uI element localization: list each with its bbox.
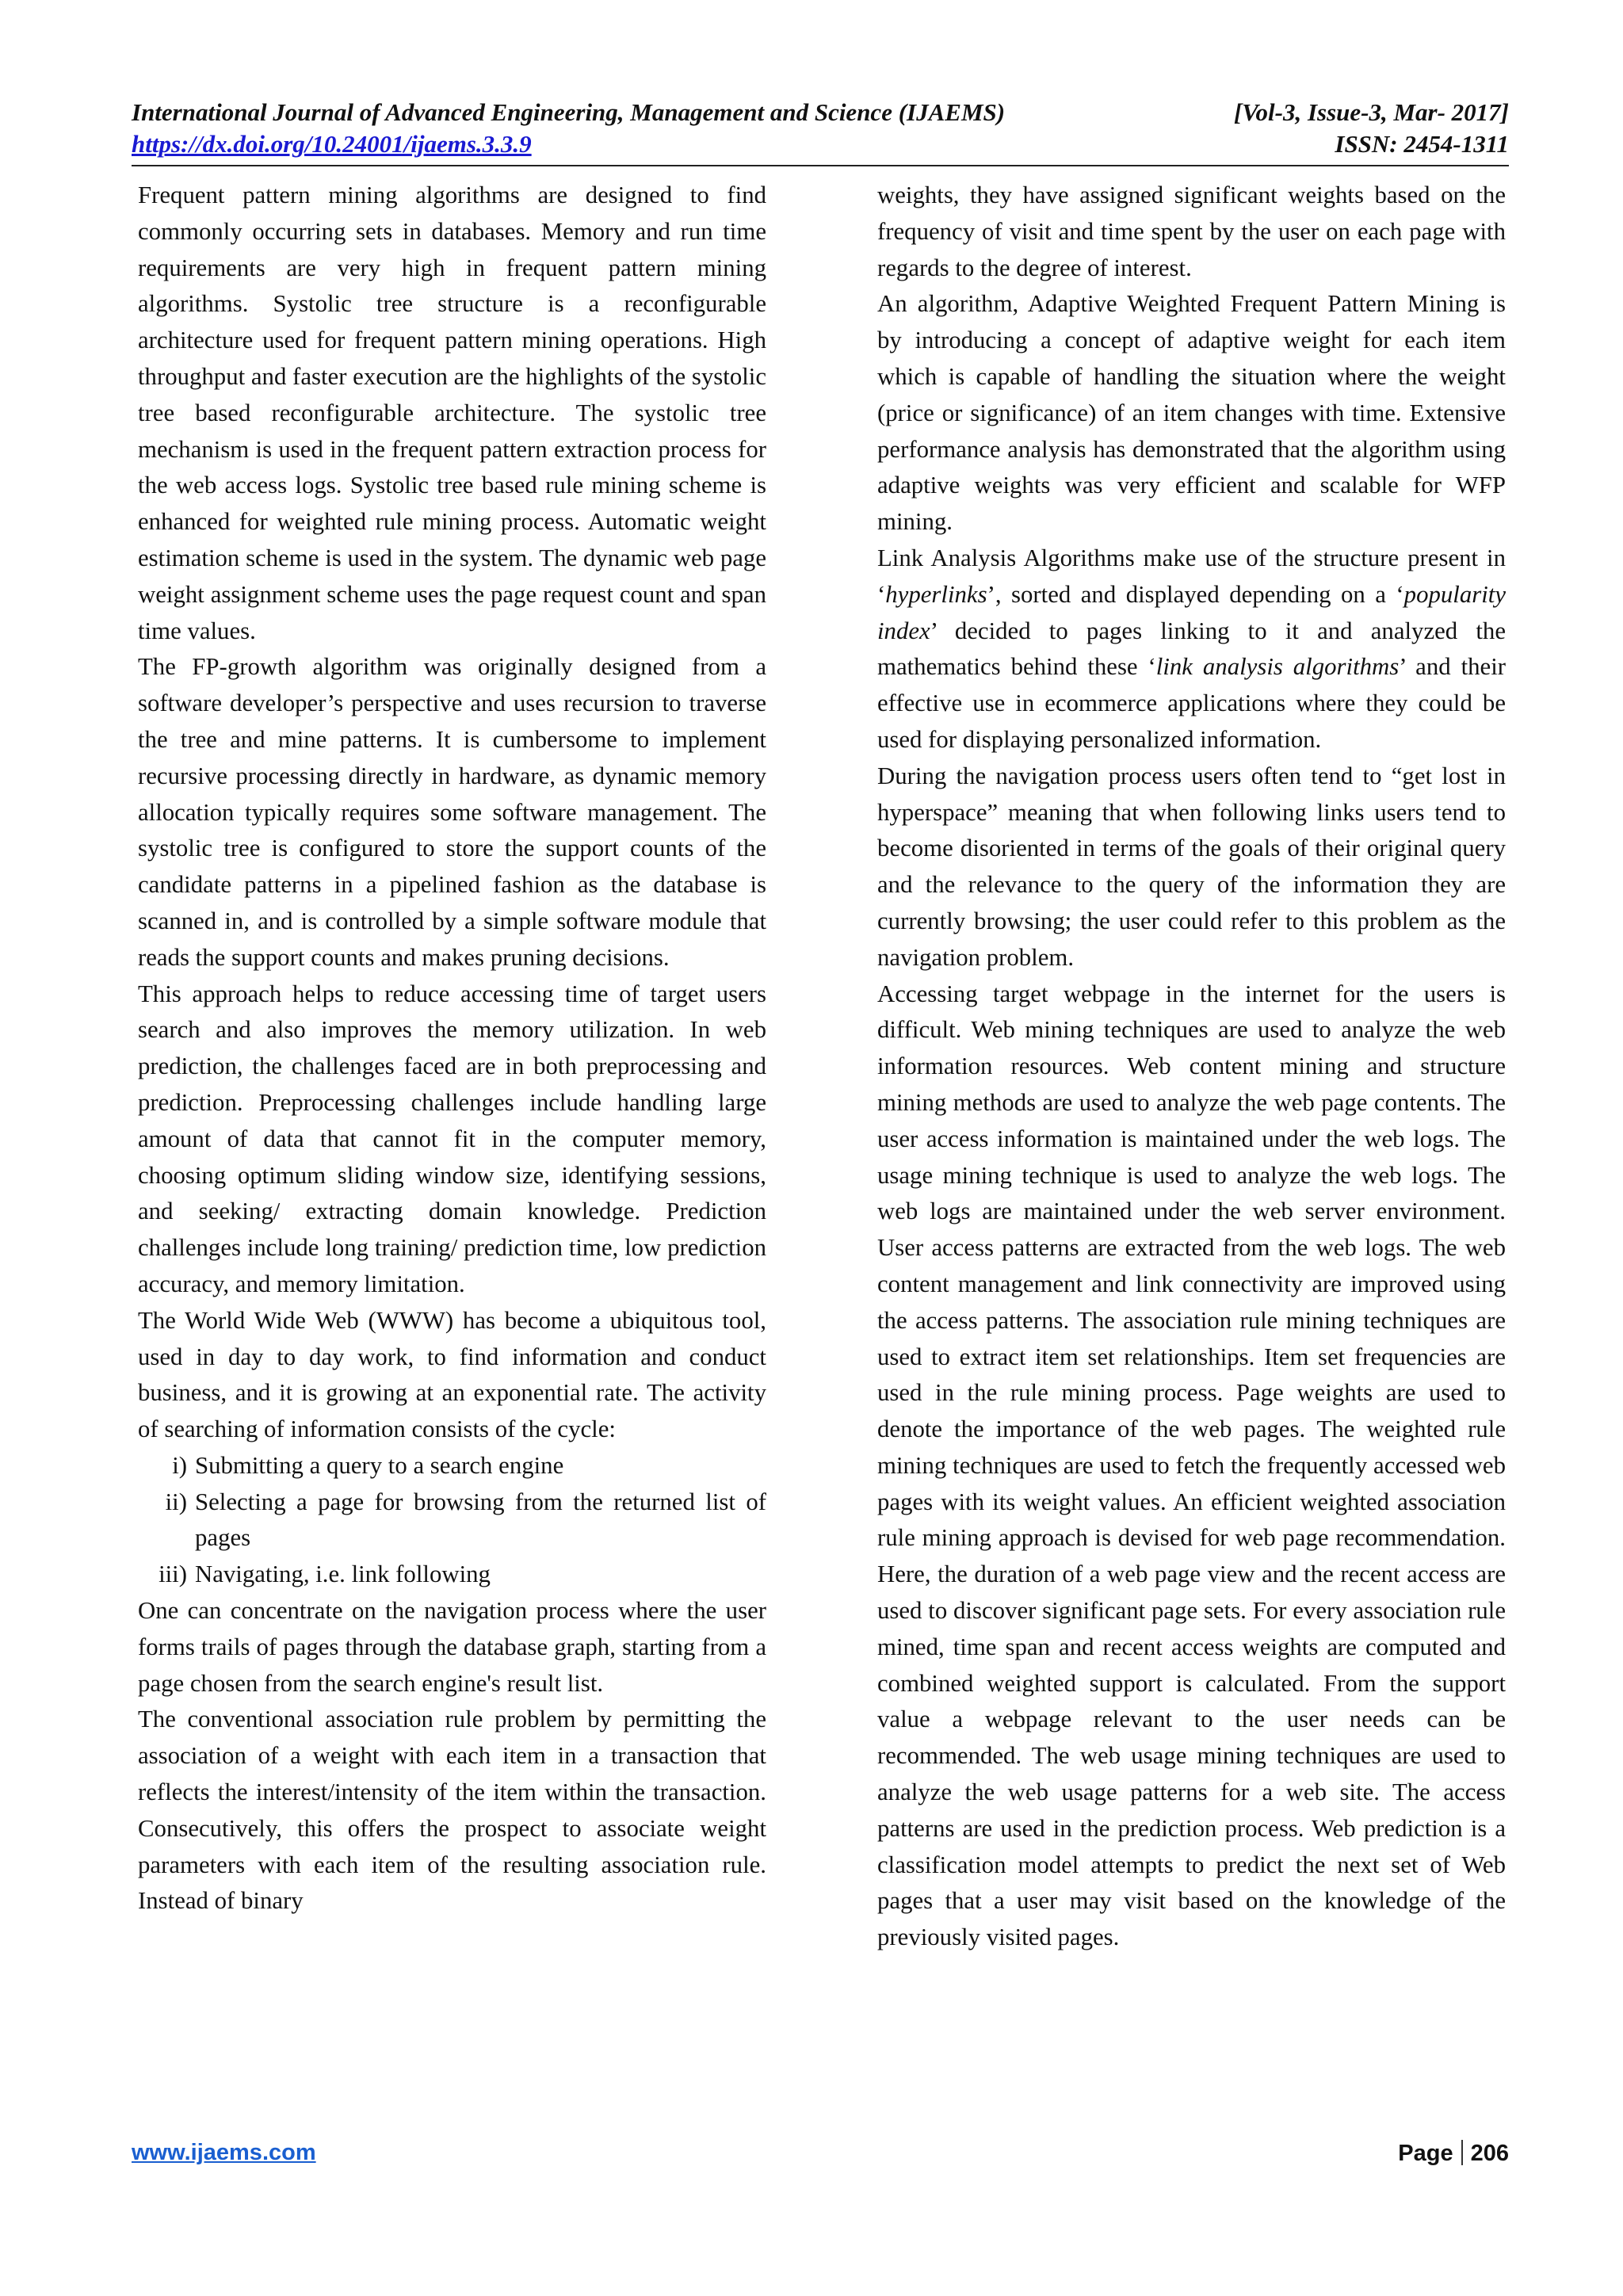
paragraph: This approach helps to reduce accessing time of target users search and also improves the memory utilization. In web prediction, the challenges faced are in both preprocessing and prediction. Preprocessing challenges include handling large amount of data that cannot fit in the computer memory, choosing optimum sliding window size, identifying sessions, and seeking/ extracting domain knowledge. Prediction challenges include long training/ prediction time, low prediction accuracy, and memory limitation. [138, 980, 766, 1297]
list-item [138, 1557, 766, 1593]
journal-title: International Journal of Advanced Engineering, Management and Science (IJAEMS) [132, 98, 1006, 126]
list-text: Selecting a page for browsing from the returned list of pages [195, 1488, 766, 1552]
page-header [132, 97, 1509, 166]
list-item [138, 1448, 766, 1484]
text-run: ’ decided to pages linking to it and analyzed the mathematics behind these ‘ [877, 617, 1506, 681]
page-label: Page [1398, 2141, 1453, 2166]
paragraph: The FP-growth algorithm was originally designed from a software developer’s perspective and uses recursion to traverse the tree and mine patterns. It is cumbersome to implement recursive processing directly in hardware, as dynamic memory allocation typically requires some software management. The systolic tree is configured to store the support counts of the candidate patterns in a pipelined fashion as the database is scanned in, and is controlled by a simple software module that reads the support counts and makes pruning decisions. [138, 653, 766, 971]
text-run: ’ and their effective use in ecommerce applications where they could be used for displaying personalized information. [877, 653, 1506, 753]
paragraph: The conventional association rule problem by permitting the association of a weight with each item in a transaction that reflects the interest/intensity of the item within the transaction. Consecutively, this offers the prospect to associate weight parameters with each item of the resulting association rule. Instead of binary [138, 1706, 766, 1915]
list-number: iii) [158, 1561, 187, 1588]
paragraph: One can concentrate on the navigation process where the user forms trails of pages through the database graph, starting from a page chosen from the search engine's result list. [138, 1597, 766, 1697]
list-item [138, 1484, 766, 1557]
doi-link[interactable]: https://dx.doi.org/10.24001/ijaems.3.3.9 [132, 130, 532, 158]
list-text: Navigating, i.e. link following [195, 1561, 491, 1588]
page-indicator [1398, 2140, 1509, 2167]
website-link[interactable]: www.ijaems.com [132, 2140, 316, 2165]
italic-term: link analysis algorithms [1155, 653, 1400, 681]
paragraph: Frequent pattern mining algorithms are designed to find commonly occurring sets in databases. Memory and run time requirements are very high in frequent pattern mining algorithms. Systolic tree structure is a reconfigurable architecture used for frequent pattern mining operations. High throughput and faster execution are the highlights of the systolic tree based reconfigurable architecture. The systolic tree mechanism is used in the frequent pattern extraction process for the web access logs. Systolic tree based rule mining scheme is enhanced for weighted rule mining process. Automatic weight estimation scheme is used in the system. The dynamic web page weight assignment scheme uses the page request count and span time values. [138, 181, 766, 644]
paragraph: The World Wide Web (WWW) has become a ubiquitous tool, used in day to day work, to find information and conduct business, and it is growing at an exponential rate. The activity of searching of information consists of the cycle: [138, 1306, 766, 1443]
volume-info: [Vol-3, Issue-3, Mar- 2017] [1233, 98, 1509, 126]
list-text: Submitting a query to a search engine [195, 1451, 564, 1479]
paragraph: Accessing target webpage in the internet for the users is difficult. Web mining techniques are used to analyze the web information resources. Web content mining and structure mining methods are used to analyze the web page contents. The user access information is maintained under the web logs. The usage mining technique is used to analyze the web logs. The web logs are maintained under the web server environment. User access patterns are extracted from the web logs. The web content management and link connectivity are improved using the access patterns. The association rule mining techniques are used to extract item set relationships. Item set frequencies are used in the rule mining process. Page weights are used to denote the importance of the web pages. The weighted rule mining techniques are used to fetch the frequently accessed web pages with its weight values. An efficient weighted association rule mining approach is devised for web page recommendation. Here, the duration of a web page view and the recent access are used to discover significant page sets. For every association rule mined, time span and recent access weights are computed and combined weighted support is calculated. From the support value a webpage relevant to the user needs can be recommended. The web usage mining techniques are used to analyze the web usage patterns for a web site. The access patterns are used in the prediction process. Web prediction is a classification model attempts to predict the next set of Web pages that a user may visit based on the knowledge of the previously visited pages. [877, 980, 1506, 1951]
list-number: i) [172, 1451, 187, 1479]
paragraph: An algorithm, Adaptive Weighted Frequent Pattern Mining is by introducing a concept of adaptive weight for each item which is capable of handling the situation where the weight (price or significance) of an item changes with time. Extensive performance analysis has demonstrated that the algorithm using adaptive weights was very efficient and scalable for WFP mining. [877, 290, 1506, 536]
cycle-list [138, 1448, 766, 1593]
list-number: ii) [165, 1488, 187, 1515]
paragraph: weights, they have assigned significant weights based on the frequency of visit and time spent by the user on each page with regards to the degree of interest. [877, 181, 1506, 281]
right-column [877, 178, 1506, 1956]
header-rule [132, 165, 1509, 166]
text-run: ’, sorted and displayed depending on a ‘ [987, 580, 1404, 608]
paragraph: During the navigation process users often tend to “get lost in hyperspace” meaning that when following links users tend to become disoriented in terms of the goals of their original query and the relevance to the query of the information they are currently browsing; the user could refer to this problem as the navigation problem. [877, 762, 1506, 971]
italic-term: popularity index [877, 580, 1506, 644]
paragraph [877, 541, 1506, 758]
page-footer [132, 2140, 1509, 2167]
left-column [138, 178, 766, 1920]
italic-term: hyperlinks [885, 580, 987, 608]
text-run: Link Analysis Algorithms make use of the structure present in ‘ [877, 544, 1506, 608]
page-number: 206 [1470, 2141, 1509, 2166]
separator [1461, 2140, 1463, 2165]
issn: ISSN: 2454-1311 [1335, 130, 1509, 158]
